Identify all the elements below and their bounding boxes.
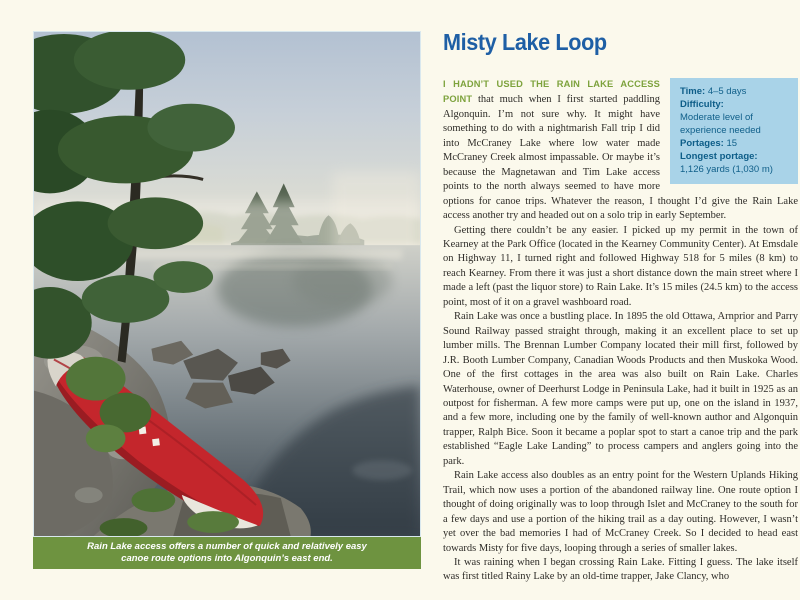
info-value: 1,126 yards (1,030 m) [680, 164, 773, 175]
info-row-time [680, 85, 789, 98]
article-body [443, 77, 798, 585]
info-value: 4–5 days [707, 86, 747, 97]
body-paragraph: Rain Lake access also doubles as an entry point for the Western Uplands Hiking Trail, which now uses a portion of the abandoned railway line. One route option I thought of doing originally was to loop through Islet and McCraney to the south for a few days and use a portion of the hiking trail as a day outing. However, I wasn’t yet over the bad memories I had of McCraney Creek. So I decided to head east towards Misty for five days, looping through a series of smaller lakes. [443, 470, 798, 554]
info-row-difficulty [680, 98, 789, 137]
info-label: Longest portage: [680, 151, 758, 162]
photo-caption-text: Rain Lake access offers a number of quick and relatively easy canoe route options into Algonquin’s east end. [87, 541, 367, 564]
paragraph-text: that much when I first started paddling Algonquin. I’m not sure why. It might have something to do with a nightmarish Fall trip I did into McCraney Lake where low water made McCraney Creek almost impassable. Or maybe it’s because the Magnetawan and Tim Lake access points to the north always seemed to have more options for canoe trips. Whatever the reason, I thought I’d give the Rain Lake access another try and headed out on a solo trip in early September. [443, 94, 798, 222]
info-row-portages [680, 137, 789, 150]
body-paragraph: Rain Lake was once a bustling place. In 1895 the old Ottawa, Arnprior and Parry Sound Railway passed straight through, making it an excellent place to set up lumber mills. The Brennan Lumber Company located their mill first, followed by J.R. Booth Lumber Company, Canadian Woods Products and then Muskoka Wood. One of the first cottages in the area was also built on Rain Lake. Charles Waterhouse, owner of Deerhurst Lodge in Peninsula Lake, had it built in 1925 as an outpost for fisherman. A few more camps were put up, one on the island in 1937, and a few more, including one by the family of well-known author and Algonquin trapper, Ralph Bice. Soon it became a poplar spot to start a canoe trip and the park established “Eagle Lake Landing” to process campers and anglers going into the park. [443, 311, 798, 467]
info-label: Time: [680, 86, 706, 97]
info-value: Moderate level of experience needed [680, 112, 761, 136]
trip-info-box [670, 78, 798, 184]
photo-caption [33, 537, 421, 569]
body-paragraph [443, 77, 798, 224]
info-label: Portages: [680, 138, 724, 149]
photo-figure [33, 31, 421, 569]
lake-photo [33, 31, 421, 537]
lead-in-text: I HADN’T USED THE RAIN LAKE ACCESS POINT [443, 79, 660, 105]
body-paragraph: Getting there couldn’t be any easier. I picked up my permit in the town of Kearney at the Park Office (located in the Kearney Community Center). At Emsdale on Highway 11, I turned right and followed Highway 518 for 5 miles (8 km) to reach Kearney. From there it was just a short distance down the main street where I made a left (past the liquor store) to Rain Lake. It’s 15 miles (24.5 km) to the access point, most of it on a gravel washboard road. [443, 224, 798, 308]
info-value: 15 [726, 138, 738, 149]
page-title: Misty Lake Loop [443, 29, 607, 55]
body-paragraph: It was raining when I began crossing Rain Lake. Fitting I guess. The lake itself was first titled Rainy Lake by an old-time trapper, Jake Clancy, who [443, 556, 798, 583]
info-row-longest-portage [680, 150, 789, 176]
info-label: Difficulty: [680, 99, 724, 110]
article-column [443, 0, 798, 585]
